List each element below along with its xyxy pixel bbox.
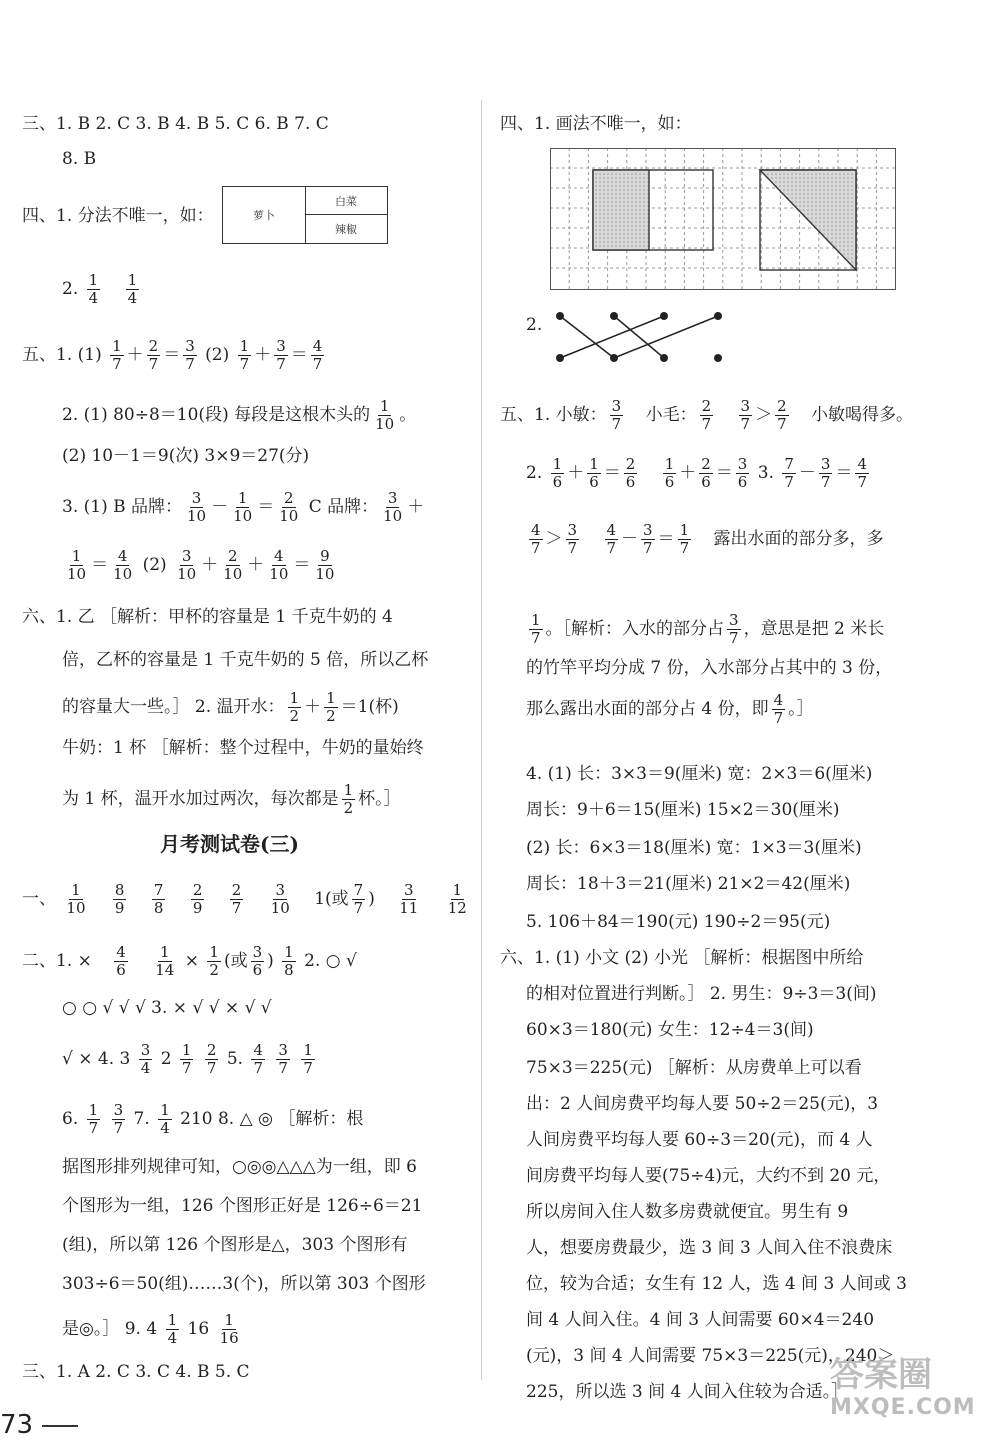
t2-line-c: ○ ○ √ √ √ 3. × √ √ × √ √ (62, 998, 272, 1018)
t4-line-b: 个图形为一组，126 个图形正好是 126÷6＝21 (62, 1196, 423, 1216)
r6-line-4: 75×3＝225(元) ［解析：从房费单上可以看 (526, 1058, 862, 1078)
r6-line-2: 的相对位置进行判断。］ 2. 男生：9÷3＝3(间) (526, 984, 877, 1004)
s5-line-3b: $\frac{1}{10}$ ＝ $\frac{4}{10}$ (2) $\frac{3}{10}$ ＋ $\frac{2}{10}$ ＋ $\frac{4}{10}$ ＝ $\frac{9}{10}$ (67, 547, 335, 583)
page-number: 73 (0, 1410, 34, 1440)
r5-line-9: (2) 长：6×3＝18(厘米) 宽：1×3＝3(厘米) (526, 838, 862, 858)
s4-line-2: 2. $\frac{1}{4}$ $\frac{1}{4}$ (62, 271, 138, 307)
r6-line-12: (元)，3 间 4 人间需要 75×3＝225(元)，240＞ (526, 1346, 895, 1366)
t4-line-c: (组)，所以第 126 个图形是△，303 个图形有 (62, 1235, 408, 1255)
r5-line-8: 周长：9＋6＝15(厘米) 15×2＝30(厘米) (526, 800, 840, 820)
t4-line-a: 据图形排列规律可知，○◎◎△△△为一组，即 6 (62, 1157, 417, 1177)
r4-line-2: 2. (526, 315, 543, 335)
r5-line-2: 2. $\frac{1}{6}$ ＋ $\frac{1}{6}$ ＝ $\frac{2}{6}$ $\frac{1}{6}$ ＋ $\frac{2}{6}$ ＝ $\frac{3}{6}$ 3. $\frac{7}{7}$ － $\frac{3}{7}$ ＝ $\frac{4}{7}$ (526, 455, 868, 491)
box-label-left: 萝卜 (253, 209, 275, 222)
box-label-top: 白菜 (335, 195, 357, 208)
s4-line-1: 四、1. 分法不唯一，如： (22, 206, 214, 226)
t2-line-a: 二、1. × $\frac{4}{6}$ $\frac{1}{14}$ × $\frac{1}{2}$ (或 $\frac{3}{6}$ ) $\frac{1}{8}$ 2. ○ √ (22, 943, 357, 979)
r6-line-9: 人，想要房费最少，选 3 间 3 人间入住不浪费床 (526, 1238, 893, 1258)
t3-line: 6. $\frac{1}{7}$ $\frac{3}{7}$ 7. $\frac{1}{4}$ 210 8. △ ◎ ［解析：根 (62, 1101, 364, 1137)
r6-line-5: 出：2 人间房费平均每人要 50÷2＝25(元)，3 (526, 1094, 879, 1114)
r5-line-6: 那么露出水面的部分占 4 份，即 $\frac{4}{7}$ 。］ (526, 691, 814, 727)
r6-line-11: 间 4 人间入住。4 间 3 人间需要 60×4＝240 (526, 1310, 875, 1330)
s5-line-1: 五、1. (1) $\frac{1}{7}$ ＋ $\frac{2}{7}$ ＝ $\frac{3}{7}$ (2) $\frac{1}{7}$ ＋ $\frac{3}{7}$ ＝ $\frac{4}{7}$ (22, 337, 323, 373)
r5-line-10: 周长：18＋3＝21(厘米) 21×2＝42(厘米) (526, 874, 851, 894)
t1-line: 一、 $\frac{1}{10}$ $\frac{8}{9}$ $\frac{7}{8}$ $\frac{2}{9}$ $\frac{2}{7}$ $\frac{3}{10}$ 1(或 $\frac{7}{7}$ ) $\frac{3}{11}$ $\frac{1}{12}$ (22, 881, 467, 917)
s6-line-c: 的容量大一些。］ 2. 温开水： $\frac{1}{2}$ ＋ $\frac{1}{2}$ ＝1(杯) (62, 689, 399, 725)
s6-line-e: 为 1 杯，温开水加过两次，每次都是 $\frac{1}{2}$ 杯。］ (62, 781, 401, 817)
match-lines (550, 308, 730, 366)
r6-line-10: 位，较为合适；女生有 12 人，选 4 间 3 人间或 3 (526, 1274, 907, 1294)
r6-line-3: 60×3＝180(元) 女生：12÷4＝3(间) (526, 1020, 814, 1040)
r6-line-6: 人间房费平均每人要 60÷3＝20(元)，而 4 人 (526, 1130, 873, 1150)
s5-line-3: 3. (1) B 品牌： $\frac{3}{10}$ － $\frac{1}{10}$ ＝ $\frac{2}{10}$ C 品牌： $\frac{3}{10}$ ＋ (62, 489, 425, 525)
s6-line-a: 六、1. 乙 ［解析：甲杯的容量是 1 千克牛奶的 4 (22, 607, 393, 627)
r6-line-1: 六、1. (1) 小文 (2) 小光 ［解析：根据图中所给 (500, 948, 864, 968)
r5-line-1: 五、1. 小敏： $\frac{3}{7}$ 小毛： $\frac{2}{7}$ $\frac{3}{7}$ ＞ $\frac{2}{7}$ 小敏喝得多。 (500, 397, 914, 433)
r6-line-8: 所以房间入住人数多房费就便宜。男生有 9 (526, 1202, 849, 1222)
r4-line-1: 四、1. 画法不唯一，如： (500, 114, 692, 134)
box-label-bottom: 辣椒 (335, 223, 357, 236)
s5-line-2: 2. (1) 80÷8＝10(段) 每段是这根木头的 $\frac{1}{10}$ 。 (62, 397, 417, 433)
s6-line-d: 牛奶：1 杯 ［解析：整个过程中，牛奶的量始终 (62, 738, 424, 758)
s3-line-b: 8. B (62, 149, 97, 169)
watermark-logo: 答案圈 MXQE.COM (830, 1355, 976, 1420)
t5-line: 三、1. A 2. C 3. C 4. B 5. C (22, 1362, 250, 1382)
t4-line-e: 是◎。］ 9. 4 $\frac{1}{4}$ 16 $\frac{1}{16}$ (62, 1311, 239, 1347)
column-divider (481, 100, 482, 1380)
r5-line-7: 4. (1) 长：3×3＝9(厘米) 宽：2×3＝6(厘米) (526, 764, 873, 784)
r5-line-11: 5. 106＋84＝190(元) 190÷2＝95(元) (526, 912, 831, 932)
page-number-dash (42, 1425, 78, 1427)
grid-drawing (550, 148, 900, 294)
section-title: 月考测试卷(三) (160, 832, 299, 856)
t4-line-d: 303÷6＝50(组)……3(个)，所以第 303 个图形 (62, 1274, 426, 1294)
r5-line-4: $\frac{1}{7}$ 。［解析：入水的部分占 $\frac{3}{7}$ ，意思是把 2 米长 (531, 611, 885, 647)
t2-line-d: √ × 4. 3 $\frac{3}{4}$ 2 $\frac{1}{7}$ $\frac{2}{7}$ 5. $\frac{4}{7}$ $\frac{3}{7}$ $\frac{1}{7}$ (62, 1041, 313, 1077)
s5-line-2b: (2) 10－1＝9(次) 3×9＝27(分) (62, 446, 310, 466)
r5-line-5: 的竹竿平均分成 7 份，入水部分占其中的 3 份， (526, 658, 893, 678)
s6-line-b: 倍，乙杯的容量是 1 千克牛奶的 5 倍，所以乙杯 (62, 650, 429, 670)
r6-line-13: 225，所以选 3 间 4 人间入住较为合适。］ (526, 1382, 849, 1402)
s3-line-a: 三、1. B 2. C 3. B 4. B 5. C 6. B 7. C (22, 114, 329, 134)
division-box (222, 186, 388, 244)
r6-line-7: 间房费平均每人要(75÷4)元，大约不到 20 元， (526, 1166, 891, 1186)
r5-line-3: $\frac{4}{7}$ ＞ $\frac{3}{7}$ $\frac{4}{7}$ － $\frac{3}{7}$ ＝ $\frac{1}{7}$ 露出水面的部分多，多 (531, 521, 884, 557)
